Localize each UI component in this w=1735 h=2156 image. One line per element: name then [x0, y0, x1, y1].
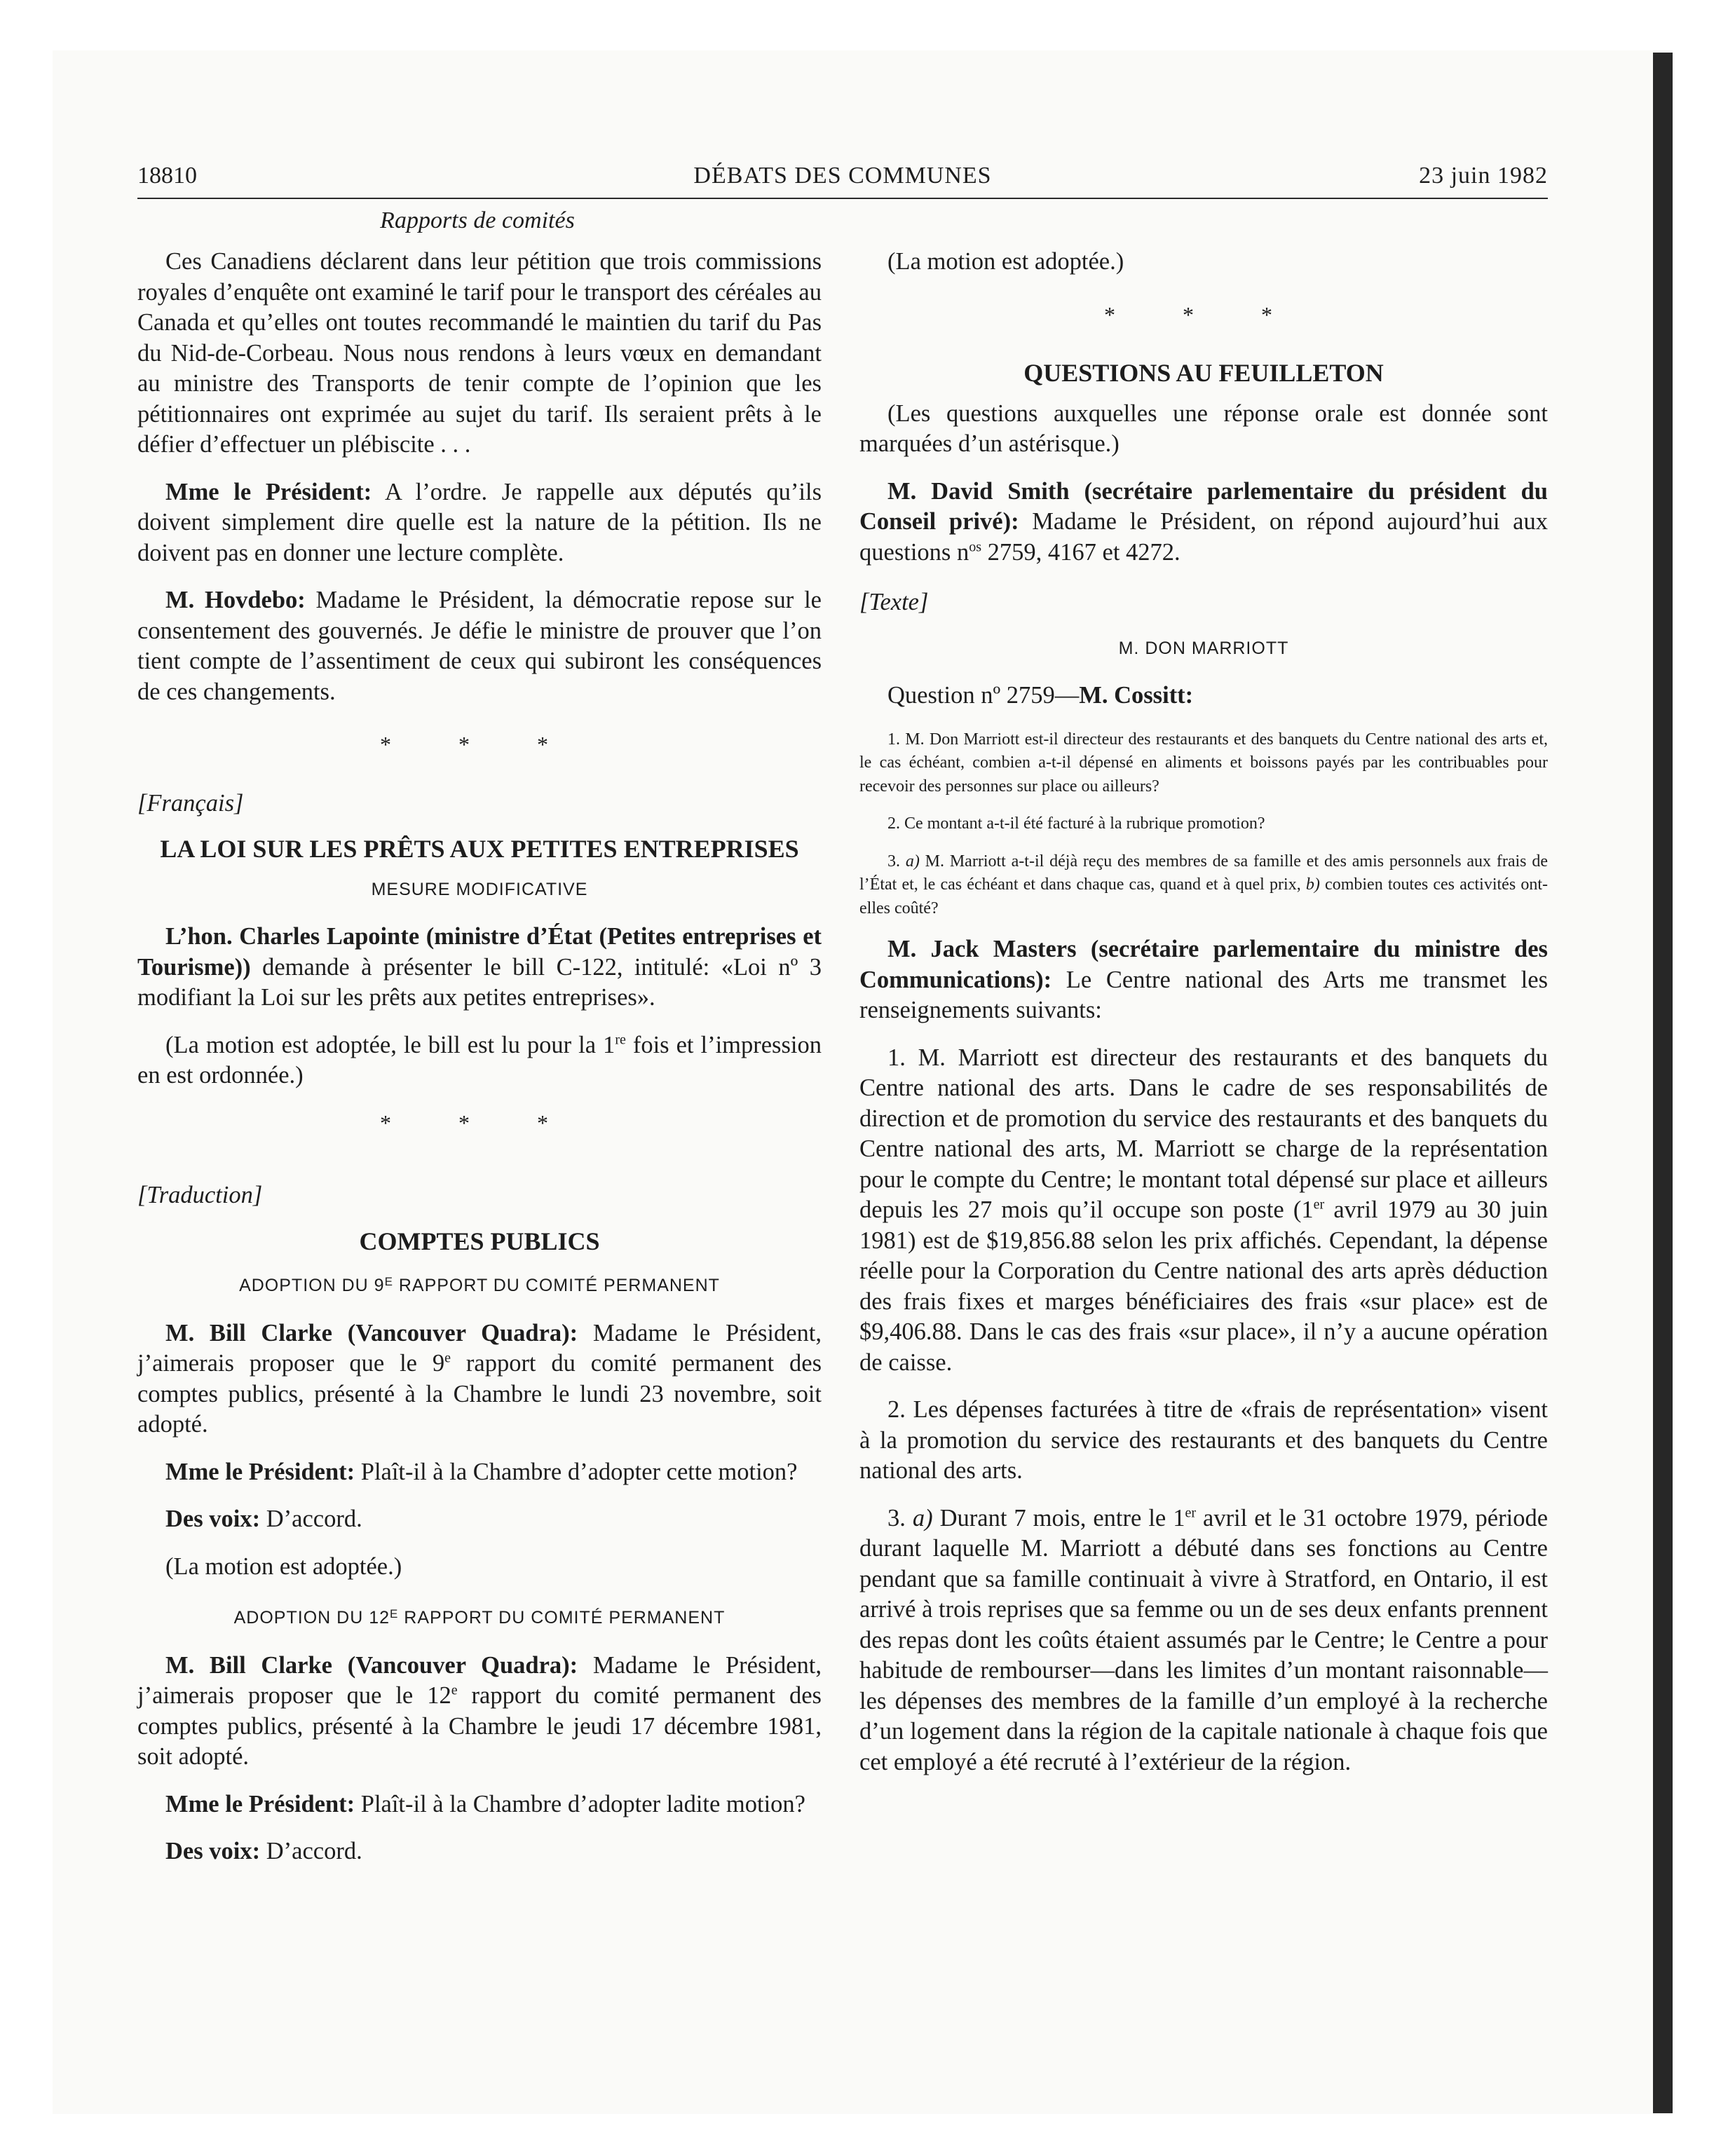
- section-subheading: ADOPTION DU $12^E$ RAPPORT DU COMITÉ PERMANENT: [233, 1607, 726, 1628]
- left-column: [137, 247, 822, 1884]
- page-number: 18810: [137, 163, 197, 189]
- answer-item: 2. Les dépenses facturées à titre de «frais de représentation» visent à la promotion du service des restaurants et des banquets du Centre national des arts.: [859, 1396, 1548, 1484]
- scan-dark-edge: [1653, 53, 1673, 2113]
- procedure-note: (La motion est adoptée.): [887, 248, 1124, 275]
- speaker-paragraph: M. Hovdebo: Madame le Président, la démocratie repose sur le consentement des gouvernés. Je défie le ministre de prouver que l’on tient compte de l’assentiment de ceux qui subiront les conséquences de ces changements.: [137, 587, 822, 705]
- speaker-paragraph: Des voix: D’accord.: [165, 1506, 362, 1532]
- page-header: [137, 163, 1548, 199]
- procedure-note: (La motion est adoptée, le bill est lu pour la 1re fois et l’impression en est ordonnée.): [137, 1031, 822, 1089]
- scan-border-left: [0, 0, 53, 2156]
- section-separator: * * *: [1104, 301, 1303, 327]
- petition-paragraph: Ces Canadiens déclarent dans leur pétition que trois commissions royales d’enquête ont examiné le tarif pour le transport des céréales au Canada et qu’elles ont toutes recommandé le maintien du tarif du Pas du Nid-de-Corbeau. Nous nous rendons à leurs vœux en demandant au ministre des Transports de tenir compte de l’opinion que les pétitionnaires ont exprimée au sujet du tarif. Ils seraient prêts à le défier d’effectuer un plébiscite . . .: [137, 248, 822, 458]
- right-column: [859, 247, 1548, 1794]
- speaker-name: L’hon. Charles Lapointe (ministre d’État (Petites entreprises et Tourisme)): [137, 923, 822, 981]
- page-date: 23 juin 1982: [1419, 163, 1548, 189]
- speaker-paragraph: M. David Smith (secrétaire parlementaire du président du Conseil privé): Madame le Président, on répond aujourd’hui aux questions $n^{os}$ 2759, 4167 et 4272.: [859, 477, 1548, 566]
- language-marker: [Traduction]: [137, 1182, 263, 1208]
- speaker-paragraph: Mme le Président: Plaît-il à la Chambre d’adopter ladite motion?: [165, 1790, 805, 1817]
- speaker-name: M. Jack Masters (secrétaire parlementaire du ministre des Communications):: [859, 936, 1548, 993]
- question-item: 1. M. Don Marriott est-il directeur des restaurants et des banquets du Centre national des arts et, le cas échéant, combien a-t-il dépensé en aliments et boissons payés par les contribuables pour recevoir des personnes sur place ou ailleurs?: [859, 730, 1548, 796]
- section-subheading: ADOPTION DU $9^E$ RAPPORT DU COMITÉ PERMANENT: [239, 1275, 720, 1295]
- procedure-note: (La motion est adoptée.): [165, 1553, 402, 1580]
- section-separator: * * *: [380, 732, 579, 757]
- speaker-name: M. Bill Clarke (Vancouver Quadra):: [165, 1319, 578, 1346]
- answer-item: 1. M. Marriott est directeur des restaurants et des banquets du Centre national des arts. Dans le cadre de ses responsabilités de direction et de promotion du service des restaurants et des banquets du Centre national des arts, M. Marriott se charge de la représentation pour le compte du Centre; le montant total dépensé sur place et ailleurs depuis les 27 mois qu’il occupe son poste (1er avril 1979 au 30 juin 1981) est de $19,856.88 selon les prix affichés. Cependant, la dépense réelle pour la Corporation du Centre national des arts après déduction des frais fixes et marges bénéficiaires des frais «sur place» est de $9,406.88. Dans le cas des frais «sur place», il n’y a aucune opération de caisse.: [859, 1044, 1548, 1376]
- section-subheading: M. DON MARRIOTT: [1118, 638, 1289, 658]
- speaker-name: Mme le Président:: [165, 478, 372, 505]
- question-line: Question nº 2759—M. Cossitt:: [887, 682, 1194, 709]
- speaker-paragraph: Mme le Président: Plaît-il à la Chambre d’adopter cette motion?: [165, 1458, 798, 1485]
- speaker-paragraph: Des voix: D’accord.: [165, 1838, 362, 1864]
- speaker-paragraph: M. Bill Clarke (Vancouver Quadra): Madame le Président, j’aimerais proposer que le 9e rapport du comité permanent des comptes publics, présenté à la Chambre le lundi 23 novembre, soit adopté.: [137, 1319, 822, 1438]
- scan-border-right: [1673, 0, 1735, 2156]
- header-rule: [137, 198, 1548, 199]
- section-subheading: MESURE MODIFICATIVE: [371, 879, 588, 899]
- answer-item: 3. a) Durant 7 mois, entre le 1er avril et le 31 octobre 1979, période durant laquelle M. Marriott a débuté dans ses fonctions au Centre pendant que sa famille continuait à vivre à Stratford, en Ontario, il est arrivé à trois reprises que sa femme ou un de ses deux enfants prennent des repas dont les coûts étaient assumés par le Centre; le Centre a pour habitude de rembourser—dans les limites d’un montant raisonnable—les dépenses des membres de la famille d’un employé à la recherche d’un logement dans la région de la capitale nationale à chaque fois que cet employé a été recruté à l’extérieur de la région.: [859, 1504, 1549, 1775]
- speaker-name: Mme le Président:: [165, 1790, 355, 1817]
- speaker-name: M. Hovdebo:: [165, 587, 306, 613]
- section-heading: COMPTES PUBLICS: [359, 1227, 600, 1255]
- language-marker: [Français]: [137, 789, 244, 817]
- question-item: 2. Ce montant a-t-il été facturé à la rubrique promotion?: [887, 814, 1265, 833]
- speaker-name: M. Bill Clarke (Vancouver Quadra):: [165, 1651, 578, 1679]
- speaker-name: Des voix:: [165, 1838, 261, 1864]
- speaker-paragraph: M. Bill Clarke (Vancouver Quadra): Madame le Président, j’aimerais proposer que le 12e rapport du comité permanent des comptes publics, présenté à la Chambre le jeudi 17 décembre 1981, soit adopté.: [137, 1651, 822, 1770]
- speaker-name: M. Cossitt:: [1079, 682, 1194, 709]
- language-marker: [Texte]: [859, 589, 929, 615]
- section-heading: LA LOI SUR LES PRÊTS AUX PETITES ENTREPRISES: [160, 835, 799, 863]
- speaker-name: Des voix:: [165, 1506, 261, 1532]
- publication-title: DÉBATS DES COMMUNES: [693, 163, 992, 189]
- procedure-note: (Les questions auxquelles une réponse orale est donnée sont marquées d’un astérisque.): [859, 400, 1548, 457]
- speaker-paragraph: L’hon. Charles Lapointe (ministre d’État (Petites entreprises et Tourisme)) demande à présenter le bill C-122, intitulé: «Loi nº 3 modifiant la Loi sur les prêts aux petites entreprises».: [137, 923, 822, 1011]
- section-separator: * * *: [380, 1110, 579, 1135]
- question-item: 3. a) M. Marriott a-t-il déjà reçu des membres de sa famille et des amis personnels aux frais de l’État et, le cas échéant et dans chaque cas, quand et à quel prix, b) combien toutes ces activités ont-elles coûté?: [859, 852, 1549, 917]
- running-title: Rapports de comités: [380, 207, 575, 233]
- speaker-paragraph: Mme le Président: A l’ordre. Je rappelle aux députés qu’ils doivent simplement dire quelle est la nature de la pétition. Ils ne doivent pas en donner une lecture complète.: [137, 478, 822, 566]
- scan-border-bottom: [0, 2114, 1735, 2156]
- speaker-name: M. David Smith (secrétaire parlementaire du président du Conseil privé):: [859, 477, 1548, 535]
- speaker-paragraph: M. Jack Masters (secrétaire parlementaire du ministre des Communications): Le Centre national des Arts me transmet les renseignements suivants:: [859, 936, 1548, 1023]
- scan-border-top: [0, 0, 1735, 50]
- section-heading: QUESTIONS AU FEUILLETON: [1023, 359, 1384, 387]
- speaker-name: Mme le Président:: [165, 1458, 355, 1485]
